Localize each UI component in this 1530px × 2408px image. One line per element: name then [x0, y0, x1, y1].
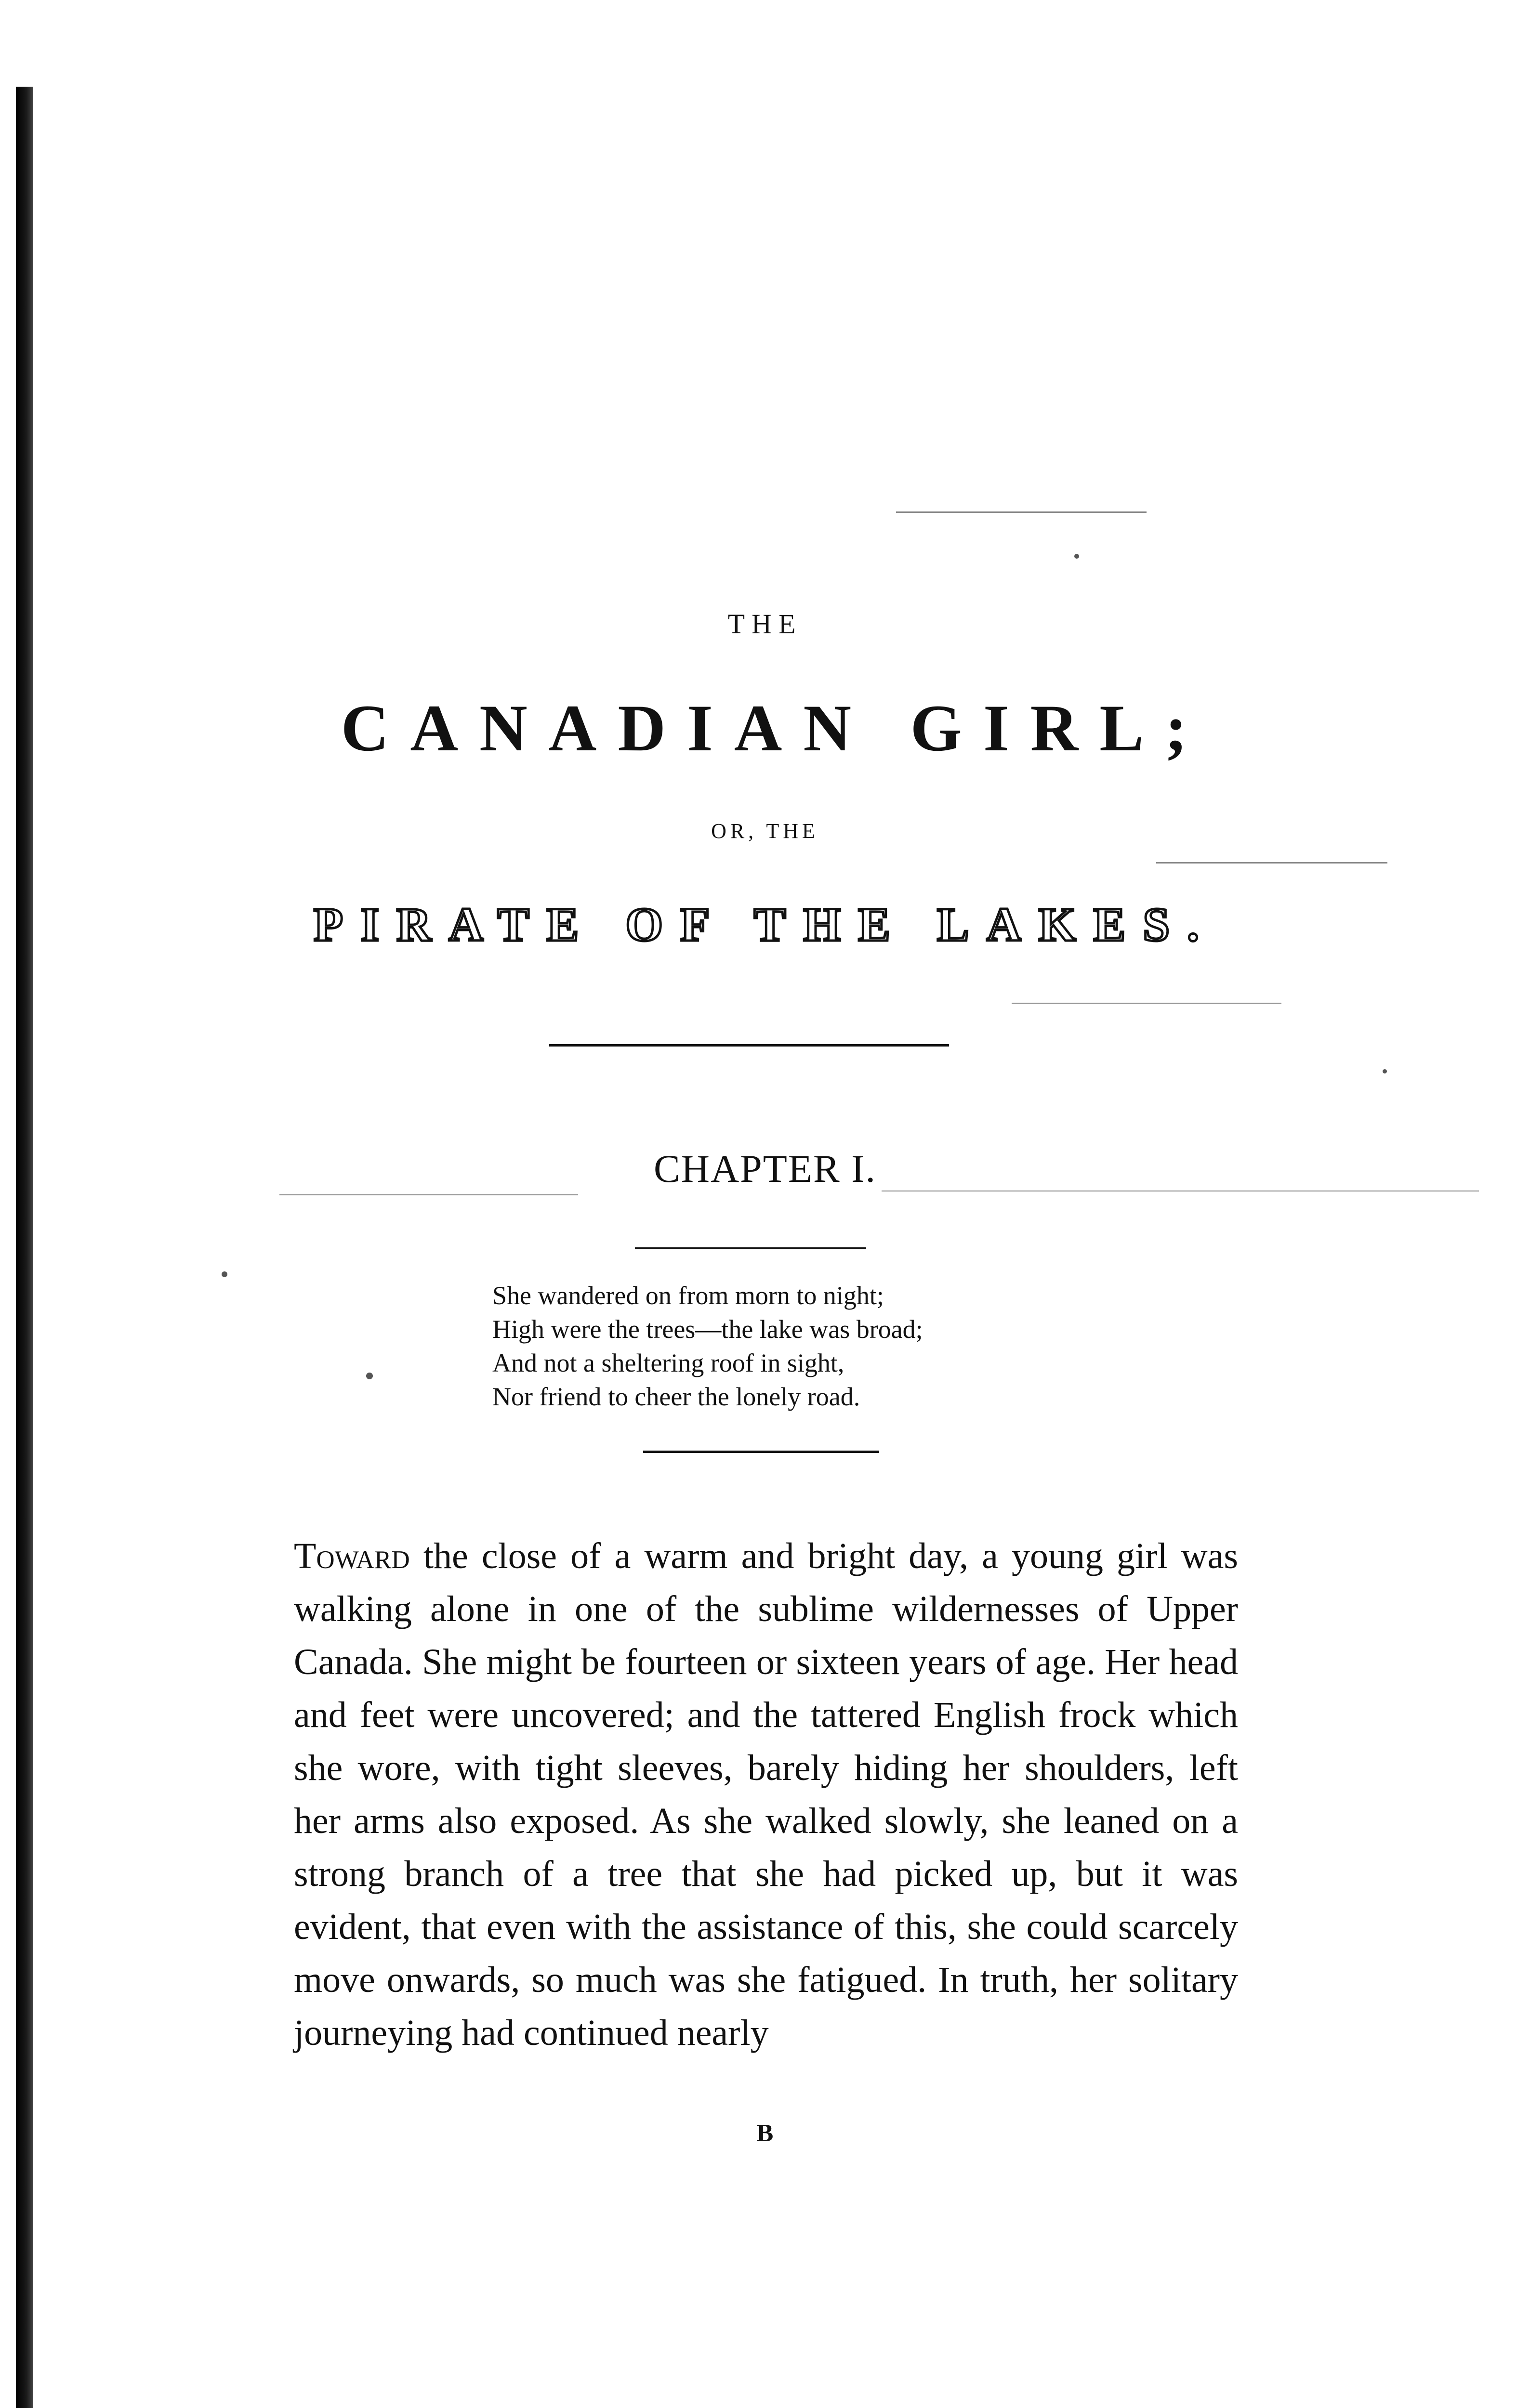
title-the: THE	[727, 608, 803, 640]
body-text: the close of a warm and bright day, a young girl was walking alone in one of the sublime wildernesses of Upper Canada. She might be fourteen or sixteen years of age. Her head and feet were uncovered; and the tattered English frock which she wore, with tight sleeves, barely hiding her shoulders, left her arms also exposed. As she walked slowly, she leaned on a strong branch of a tree that she had picked up, but it was evident, that even with the assistance of this, she could scarcely move onwards, so much was she fatigued. In truth, her solitary journeying had continued nearly	[294, 1536, 1238, 2053]
chapter-body	[294, 1530, 1238, 2059]
scan-mark	[1156, 862, 1387, 864]
scan-speck	[366, 1373, 373, 1379]
chapter-rule-top	[635, 1247, 866, 1249]
epigraph-rule-bottom	[643, 1451, 879, 1453]
epigraph-line: And not a sheltering roof in sight,	[492, 1348, 844, 1377]
epigraph-line: Nor friend to cheer the lonely road.	[492, 1382, 860, 1411]
scan-speck	[222, 1271, 227, 1277]
book-subtitle: PIRATE OF THE LAKES.	[314, 898, 1216, 951]
drop-word: Toward	[294, 1536, 410, 1576]
scan-mark	[279, 1194, 578, 1195]
scan-speck	[1383, 1069, 1387, 1073]
binding-edge-shadow	[16, 87, 33, 2408]
chapter-heading: CHAPTER I.	[654, 1147, 876, 1191]
epigraph	[492, 1279, 1119, 1413]
book-title: CANADIAN GIRL;	[341, 691, 1209, 765]
scan-mark	[896, 511, 1147, 513]
title-rule	[549, 1044, 949, 1047]
title-or-the: OR, THE	[711, 819, 819, 843]
epigraph-line: She wandered on from morn to night;	[492, 1281, 884, 1310]
epigraph-line: High were the trees—the lake was broad;	[492, 1315, 923, 1344]
scan-speck	[1074, 554, 1079, 559]
scan-mark	[1012, 1003, 1281, 1004]
body-paragraph	[294, 1530, 1238, 2059]
signature-mark: B	[756, 2120, 774, 2147]
